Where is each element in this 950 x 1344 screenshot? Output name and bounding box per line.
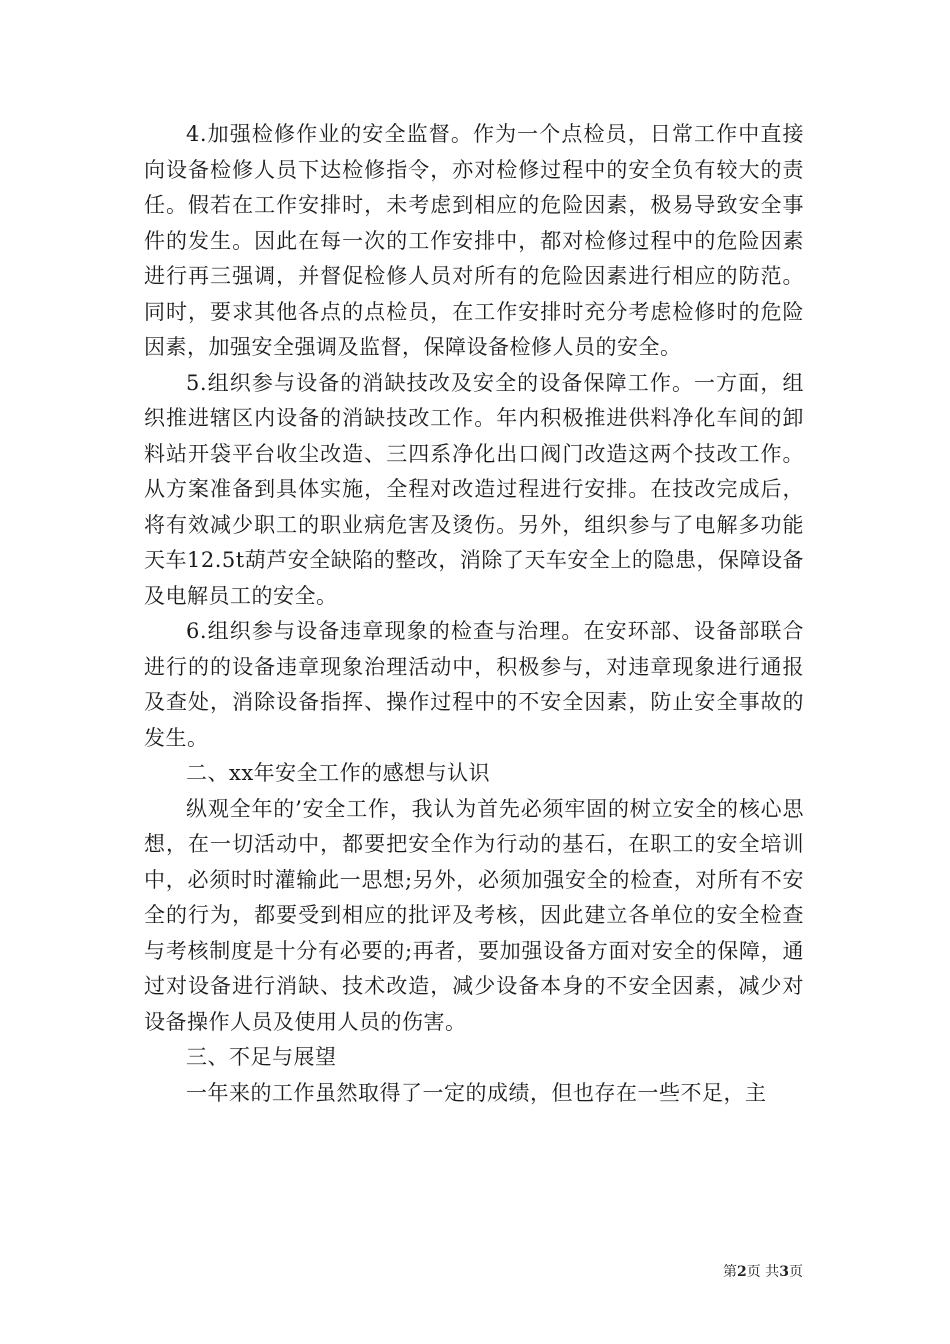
footer-prefix: 第 — [723, 1264, 738, 1280]
paragraph-item-5: 5.组织参与设备的消缺技改及安全的设备保障工作。一方面，组织推进辖区内设备的消缺技改工作。年内积极推进供料净化车间的卸料站开袋平台收尘改造、三四系净化出口阀门改造这两个技改工作。从方案准备到具体实施，全程对改造过程进行安排。在技改完成后，将有效减少职工的职业病危害及烫伤。另外，组织参与了电解多功能天车12.5t葫芦安全缺陷的整改，消除了天车安全上的隐患，保障设备及电解员工的安全。 — [144, 370, 804, 608]
section-heading-3: 三、不足与展望 — [186, 1045, 337, 1069]
page-number-footer — [723, 1263, 803, 1281]
footer-middle: 页 共 — [746, 1264, 780, 1280]
paragraph-item-4: 4.加强检修作业的安全监督。作为一个点检员，日常工作中直接向设备检修人员下达检修指令，亦对检修过程中的安全负有较大的责任。假若在工作安排时，未考虑到相应的危险因素，极易导致安全事件的发生。因此在每一次的工作安排中，都对检修过程中的危险因素进行再三强调，并督促检修人员对所有的危险因素进行相应的防范。同时，要求其他各点的点检员，在工作安排时充分考虑检修时的危险因素，加强安全强调及监督，保障设备检修人员的安全。 — [144, 122, 804, 359]
paragraph-reflection: 纵观全年的’安全工作，我认为首先必须牢固的树立安全的核心思想，在一切活动中，都要把安全作为行动的基石，在职工的安全培训中，必须时时灌输此一思想;另外，必须加强安全的检查，对所有不安全的行为，都要受到相应的批评及考核，因此建立各单位的安全检查与考核制度是十分有必要的;再者，要加强设备方面对安全的保障，通过对设备进行消缺、技术改造，减少设备本身的不安全因素，减少对设备操作人员及使用人员的伤害。 — [144, 796, 804, 1034]
document-body — [144, 117, 804, 1111]
section-heading-2: 二、xx年安全工作的感想与认识 — [186, 761, 491, 785]
paragraph-outlook: 一年来的工作虽然取得了一定的成绩，但也存在一些不足，主 — [186, 1080, 767, 1105]
footer-suffix: 页 — [789, 1264, 803, 1280]
footer-total-pages: 3 — [779, 1264, 789, 1280]
footer-current-page: 2 — [737, 1264, 747, 1280]
paragraph-item-6: 6.组织参与设备违章现象的检查与治理。在安环部、设备部联合进行的的设备违章现象治理活动中，积极参与，对违章现象进行通报及查处，消除设备指挥、操作过程中的不安全因素，防止安全事故的发生。 — [144, 619, 804, 750]
